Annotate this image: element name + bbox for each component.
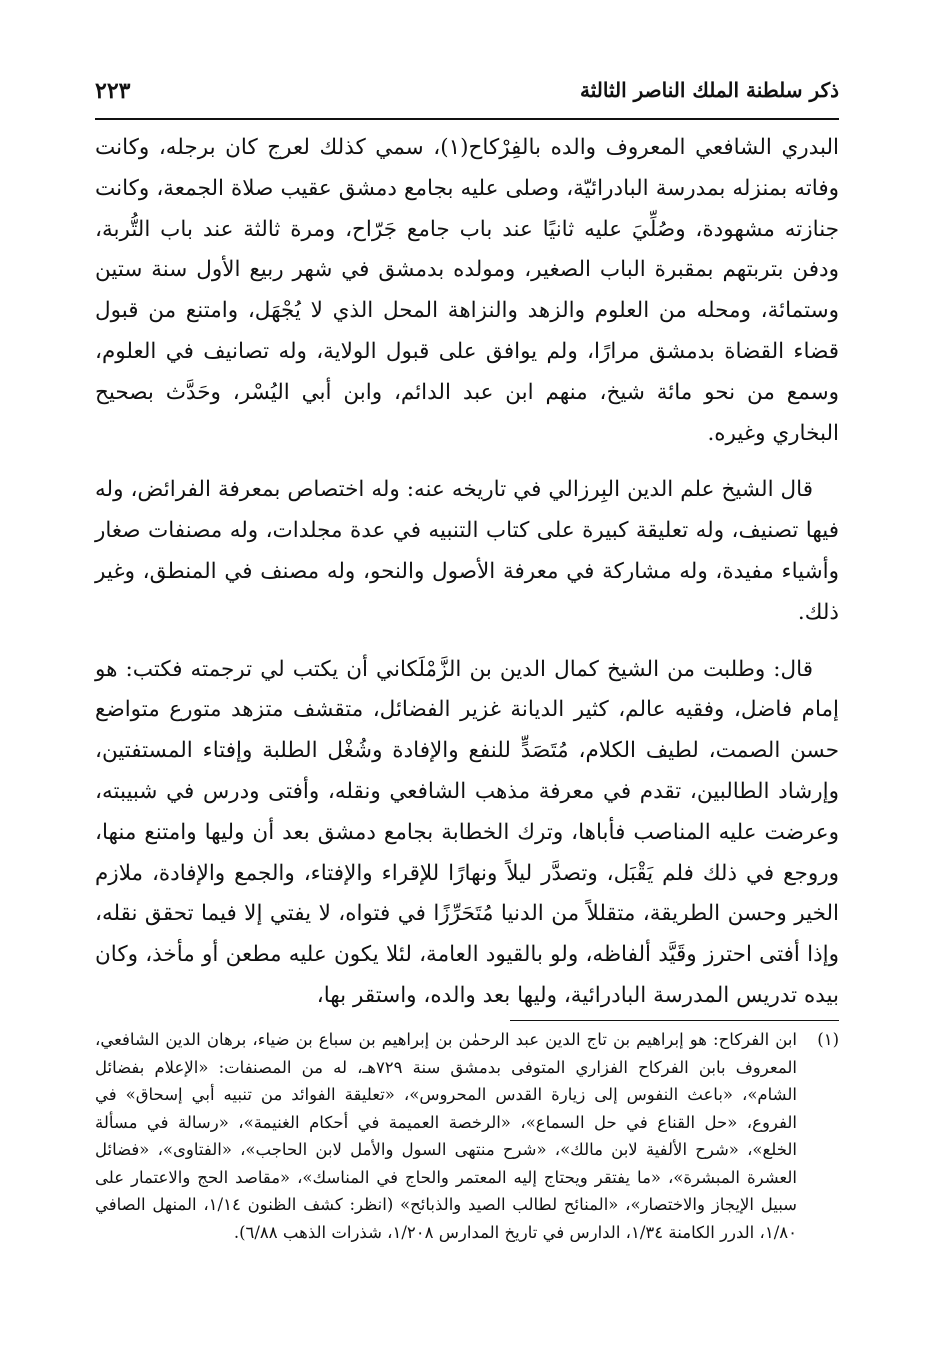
paragraph: قال الشيخ علم الدين البِرزالي في تاريخه عنه: وله اختصاص بمعرفة الفرائض، وله فيها تصنيف، وله تعليقة كبيرة على كتاب التنبيه في عدة مجلدات، وله مصنفات صغار وأشياء مفيدة، وله مشاركة في معرفة الأصول والنحو، وله مصنف في المنطق، وغير ذلك. — [95, 477, 839, 625]
footnote-marker: (١) — [817, 1030, 839, 1049]
page-number: ٢٢٣ — [95, 78, 131, 104]
paragraph: قال: وطلبت من الشيخ كمال الدين بن الزَّمْلَكاني أن يكتب لي ترجمته فكتب: هو إمام فاضل، وفقيه عالم، كثير الديانة غزير الفضائل، متقشف متزهد متورع متواضع حسن الصمت، لطيف الكلام، مُتَصَدٍّ للنفع والإفادة وشُغْل الطلبة وإفتاء المستفتين، وإرشاد الطالبين، تقدم في معرفة مذهب الشافعي ونقله، وأفتى ودرس في شبيبته، وعرضت عليه المناصب فأباها، وترك الخطابة بجامع دمشق بعد أن وليها وامتنع منها، وروجع في ذلك فلم يَقْبَل، وتصدَّر ليلاً ونهارًا للإقراء والإفتاء، والجمع والإفادة، ملازم الخير وحسن الطريقة، متقللاً من الدنيا مُتَحَرِّزًا في فتواه، لا يفتي إلا فيما تحقق نقله، وإذا أفتى احترز وقَيَّد ألفاظه، ولو بالقيود العامة، لئلا يكون عليه مطعن أو مأخذ، وكان بيده تدريس المدرسة البادرائية، وليها بعد والده، واستقر بها، — [95, 656, 839, 1008]
running-title: ذكر سلطنة الملك الناصر الثالثة — [580, 78, 839, 102]
footnote-text: ابن الفركاح: هو إبراهيم بن تاج الدين عبد الرحمٰن بن إبراهيم بن سباع بن ضياء، برهان الدين الشافعي، المعروف بابن الفركاح الفزاري المتوفى بدمشق سنة ٧٢٩هـ، له من المصنفات: «الإعلام بفضائل الشام»، «باعث النفوس إلى زيارة القدس المحروس»، «تعليقة الفوائد من تنبيه أبي إسحاق» في الفروع، «حل القناع في حل السماع»، «الرخصة العميمة في أحكام الغنيمة»، «رسالة في مسألة الخلع»، «شرح الألفية لابن مالك»، «شرح منتهى السول والأمل لابن الحاجب»، «الفتاوى»، «فضائل العشرة المبشرة»، «ما يفتقر ويحتاج إليه المعتمر والحاج في المناسك»، «مقاصد الحج والاعتمار على سبيل الإيجاز والاختصار»، «المنائح لطالب الصيد والذبائح» (انظر: كشف الظنون ١/١٤، المنهل الصافي ١/٨٠، الدرر الكامنة ١/٣٤، الدارس في تاريخ المدارس ١/٢٠٨، شذرات الذهب ٦/٨٨). — [95, 1030, 797, 1242]
footnote-rule — [510, 1020, 839, 1021]
page-header — [95, 78, 839, 114]
paragraph: البدري الشافعي المعروف والده بالفِرْكاح(١)، سمي كذلك لعرج كان برجله، وكانت وفاته بمنزله بمدرسة البادرائيّة، وصلى عليه بجامع دمشق عقيب صلاة الجمعة، وكانت جنازته مشهودة، وصُلِّيَ عليه ثانيًا عند باب جامع جَرّاح، ومرة ثالثة عند باب التُّربة، ودفن بتربتهم بمقبرة الباب الصغير، ومولده بدمشق في شهر ربيع الأول سنة ستين وستمائة، ومحله من العلوم والزهد والنزاهة المحل الذي لا يُجْهَل، وامتنع من قبول قضاء القضاة بدمشق مرارًا، ولم يوافق على قبول الولاية، وله تصانيف في العلوم، وسمع من نحو مائة شيخ، منهم ابن عبد الدائم، وابن أبي اليُسْر، وحَدَّث بصحيح البخاري وغيره. — [95, 135, 839, 446]
footnote — [95, 1026, 839, 1246]
header-rule — [95, 118, 839, 120]
main-text — [95, 128, 839, 1017]
